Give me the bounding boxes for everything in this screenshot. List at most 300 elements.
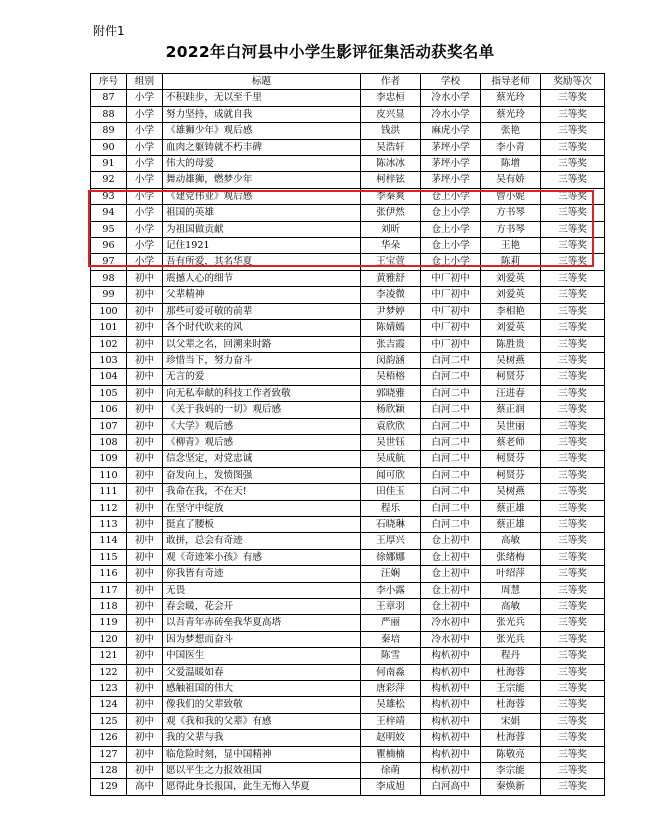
cell-school: 白河二中 xyxy=(421,467,481,483)
cell-school: 构朳初中 xyxy=(421,730,481,746)
cell-author: 严丽 xyxy=(361,615,421,631)
cell-group: 小学 xyxy=(127,254,163,270)
table-row xyxy=(91,221,605,237)
cell-group: 小学 xyxy=(127,172,163,188)
cell-award: 三等奖 xyxy=(541,730,605,746)
table-row xyxy=(91,599,605,615)
cell-index: 121 xyxy=(91,648,127,664)
document-title: 2022年白河县中小学生影评征集活动获奖名单 xyxy=(165,43,495,61)
cell-author: 吴梧榕 xyxy=(361,369,421,385)
header-group: 组别 xyxy=(127,74,163,90)
header-award: 奖励等次 xyxy=(541,74,605,90)
table-row xyxy=(91,681,605,697)
cell-title: 敢拼，总会有奇迹 xyxy=(163,533,361,549)
cell-group: 小学 xyxy=(127,123,163,139)
cell-school: 冷水小学 xyxy=(421,90,481,106)
cell-index: 117 xyxy=(91,582,127,598)
cell-author: 李忠桓 xyxy=(361,90,421,106)
cell-title: 以父辈之名，回溯来时路 xyxy=(163,336,361,352)
cell-group: 初中 xyxy=(127,418,163,434)
cell-school: 仓上小学 xyxy=(421,254,481,270)
cell-title: 记住1921 xyxy=(163,238,361,254)
cell-teacher: 叶绍萍 xyxy=(481,566,541,582)
cell-title: 奋发向上，发愤图强 xyxy=(163,467,361,483)
cell-author: 袁欣欣 xyxy=(361,418,421,434)
cell-school: 仓上初中 xyxy=(421,533,481,549)
cell-award: 三等奖 xyxy=(541,205,605,221)
cell-school: 茅坪小学 xyxy=(421,156,481,172)
cell-teacher: 王艳 xyxy=(481,238,541,254)
cell-author: 石晓琳 xyxy=(361,516,421,532)
cell-group: 初中 xyxy=(127,648,163,664)
cell-title: 在坚守中绽放 xyxy=(163,500,361,516)
cell-index: 120 xyxy=(91,631,127,647)
cell-group: 小学 xyxy=(127,188,163,204)
cell-title: 伟大的母爱 xyxy=(163,156,361,172)
cell-index: 119 xyxy=(91,615,127,631)
cell-teacher: 蔡正雄 xyxy=(481,500,541,516)
cell-group: 初中 xyxy=(127,763,163,779)
cell-award: 三等奖 xyxy=(541,254,605,270)
cell-school: 茅坪小学 xyxy=(421,172,481,188)
cell-author: 赵明姣 xyxy=(361,730,421,746)
cell-index: 94 xyxy=(91,205,127,221)
cell-author: 徐萌 xyxy=(361,763,421,779)
cell-index: 88 xyxy=(91,106,127,122)
cell-group: 初中 xyxy=(127,713,163,729)
cell-author: 刘昕 xyxy=(361,221,421,237)
cell-index: 106 xyxy=(91,402,127,418)
cell-author: 陈冰冰 xyxy=(361,156,421,172)
cell-index: 108 xyxy=(91,434,127,450)
cell-school: 构朳初中 xyxy=(421,713,481,729)
cell-award: 三等奖 xyxy=(541,664,605,680)
table-row xyxy=(91,205,605,221)
cell-school: 白河二中 xyxy=(421,385,481,401)
cell-award: 三等奖 xyxy=(541,106,605,122)
cell-award: 三等奖 xyxy=(541,549,605,565)
cell-teacher: 陈胜贵 xyxy=(481,336,541,352)
cell-group: 初中 xyxy=(127,369,163,385)
table-row xyxy=(91,763,605,779)
cell-school: 茅坪小学 xyxy=(421,139,481,155)
cell-teacher: 杜海蓉 xyxy=(481,664,541,680)
cell-award: 三等奖 xyxy=(541,566,605,582)
cell-index: 112 xyxy=(91,500,127,516)
cell-index: 118 xyxy=(91,599,127,615)
cell-group: 初中 xyxy=(127,270,163,286)
cell-author: 唐彩萍 xyxy=(361,681,421,697)
cell-author: 李成旭 xyxy=(361,779,421,795)
cell-index: 100 xyxy=(91,303,127,319)
cell-teacher: 吴树燕 xyxy=(481,484,541,500)
cell-index: 105 xyxy=(91,385,127,401)
cell-author: 秦培 xyxy=(361,631,421,647)
cell-school: 冷水初中 xyxy=(421,631,481,647)
cell-award: 三等奖 xyxy=(541,320,605,336)
cell-school: 构朳初中 xyxy=(421,664,481,680)
cell-award: 三等奖 xyxy=(541,484,605,500)
cell-school: 构朳初中 xyxy=(421,697,481,713)
table-row xyxy=(91,615,605,631)
cell-award: 三等奖 xyxy=(541,90,605,106)
cell-school: 白河二中 xyxy=(421,484,481,500)
table-row xyxy=(91,188,605,204)
cell-group: 小学 xyxy=(127,221,163,237)
cell-author: 黄雅舒 xyxy=(361,270,421,286)
table-row xyxy=(91,303,605,319)
cell-group: 初中 xyxy=(127,467,163,483)
cell-author: 郭晓雅 xyxy=(361,385,421,401)
awards-table xyxy=(90,73,605,796)
table-row xyxy=(91,123,605,139)
cell-teacher: 李相艳 xyxy=(481,303,541,319)
cell-school: 白河二中 xyxy=(421,418,481,434)
cell-teacher: 张艳 xyxy=(481,123,541,139)
cell-teacher: 刘爱英 xyxy=(481,270,541,286)
cell-school: 白河二中 xyxy=(421,434,481,450)
cell-index: 87 xyxy=(91,90,127,106)
cell-index: 116 xyxy=(91,566,127,582)
cell-title: 《关于我妈的一切》观后感 xyxy=(163,402,361,418)
cell-school: 中厂初中 xyxy=(421,336,481,352)
cell-teacher: 柯贤芬 xyxy=(481,467,541,483)
cell-index: 113 xyxy=(91,516,127,532)
cell-school: 构朳初中 xyxy=(421,746,481,762)
cell-author: 吴世钰 xyxy=(361,434,421,450)
cell-author: 杨欣颖 xyxy=(361,402,421,418)
cell-author: 钱洪 xyxy=(361,123,421,139)
table-row xyxy=(91,287,605,303)
cell-group: 初中 xyxy=(127,549,163,565)
cell-school: 白河二中 xyxy=(421,369,481,385)
cell-award: 三等奖 xyxy=(541,631,605,647)
table-row xyxy=(91,746,605,762)
cell-teacher: 蔡光玲 xyxy=(481,106,541,122)
cell-title: 《大学》观后感 xyxy=(163,418,361,434)
cell-school: 仓上小学 xyxy=(421,238,481,254)
cell-school: 构朳初中 xyxy=(421,648,481,664)
cell-teacher: 方书琴 xyxy=(481,205,541,221)
cell-teacher: 宋娟 xyxy=(481,713,541,729)
cell-teacher: 程丹 xyxy=(481,648,541,664)
cell-index: 109 xyxy=(91,451,127,467)
cell-school: 中厂初中 xyxy=(421,320,481,336)
cell-title: 无言的爱 xyxy=(163,369,361,385)
cell-group: 小学 xyxy=(127,139,163,155)
table-row xyxy=(91,664,605,680)
cell-teacher: 秦焕新 xyxy=(481,779,541,795)
cell-title: 为祖国做贡献 xyxy=(163,221,361,237)
cell-group: 初中 xyxy=(127,615,163,631)
table-row xyxy=(91,697,605,713)
cell-author: 张伊然 xyxy=(361,205,421,221)
cell-teacher: 吴世丽 xyxy=(481,418,541,434)
cell-school: 构朳初中 xyxy=(421,681,481,697)
cell-index: 101 xyxy=(91,320,127,336)
cell-award: 三等奖 xyxy=(541,238,605,254)
cell-title: 挺直了腰板 xyxy=(163,516,361,532)
cell-group: 初中 xyxy=(127,303,163,319)
cell-award: 三等奖 xyxy=(541,533,605,549)
table-row xyxy=(91,172,605,188)
cell-author: 柯梓铉 xyxy=(361,172,421,188)
cell-group: 初中 xyxy=(127,352,163,368)
cell-teacher: 杜海蓉 xyxy=(481,697,541,713)
cell-index: 107 xyxy=(91,418,127,434)
cell-group: 小学 xyxy=(127,106,163,122)
cell-title: 舞动雄狮，燃梦少年 xyxy=(163,172,361,188)
cell-school: 白河高中 xyxy=(421,779,481,795)
header-teacher: 指导老师 xyxy=(481,74,541,90)
cell-author: 张吉霞 xyxy=(361,336,421,352)
cell-teacher: 刘爱英 xyxy=(481,320,541,336)
header-index: 序号 xyxy=(91,74,127,90)
table-row xyxy=(91,713,605,729)
cell-group: 初中 xyxy=(127,402,163,418)
cell-teacher: 刘爱英 xyxy=(481,287,541,303)
cell-group: 初中 xyxy=(127,746,163,762)
table-row xyxy=(91,516,605,532)
cell-award: 三等奖 xyxy=(541,188,605,204)
cell-teacher: 汪进春 xyxy=(481,385,541,401)
cell-title: 无畏 xyxy=(163,582,361,598)
table-row xyxy=(91,582,605,598)
cell-group: 小学 xyxy=(127,205,163,221)
cell-school: 冷水初中 xyxy=(421,615,481,631)
cell-award: 三等奖 xyxy=(541,451,605,467)
cell-award: 三等奖 xyxy=(541,270,605,286)
cell-teacher: 高敏 xyxy=(481,533,541,549)
table-row xyxy=(91,270,605,286)
cell-title: 努力坚持，成就自我 xyxy=(163,106,361,122)
cell-title: 观《奇迹笨小孩》有感 xyxy=(163,549,361,565)
cell-school: 白河二中 xyxy=(421,516,481,532)
cell-index: 128 xyxy=(91,763,127,779)
cell-author: 华朵 xyxy=(361,238,421,254)
cell-title: 春会暖，花会开 xyxy=(163,599,361,615)
cell-author: 汪娴 xyxy=(361,566,421,582)
table-row xyxy=(91,385,605,401)
cell-group: 初中 xyxy=(127,664,163,680)
table-row xyxy=(91,566,605,582)
cell-title: 各个时代吹来的风 xyxy=(163,320,361,336)
cell-author: 瞿楠楠 xyxy=(361,746,421,762)
cell-author: 皮兴显 xyxy=(361,106,421,122)
cell-school: 白河二中 xyxy=(421,451,481,467)
cell-title: 信念坚定，对党忠诚 xyxy=(163,451,361,467)
cell-group: 初中 xyxy=(127,631,163,647)
cell-group: 初中 xyxy=(127,320,163,336)
cell-author: 李秦爽 xyxy=(361,188,421,204)
cell-index: 96 xyxy=(91,238,127,254)
table-row xyxy=(91,730,605,746)
cell-title: 祖国的英雄 xyxy=(163,205,361,221)
table-row xyxy=(91,336,605,352)
cell-group: 小学 xyxy=(127,156,163,172)
cell-group: 初中 xyxy=(127,336,163,352)
cell-title: 不积跬步，无以至千里 xyxy=(163,90,361,106)
cell-title: 像我们的父辈致敬 xyxy=(163,697,361,713)
cell-award: 三等奖 xyxy=(541,648,605,664)
cell-teacher: 蔡光玲 xyxy=(481,90,541,106)
cell-index: 102 xyxy=(91,336,127,352)
cell-award: 三等奖 xyxy=(541,418,605,434)
cell-title: 那些可爱可敬的前辈 xyxy=(163,303,361,319)
cell-author: 尹梦婷 xyxy=(361,303,421,319)
cell-award: 三等奖 xyxy=(541,582,605,598)
cell-title: 珍惜当下，努力奋斗 xyxy=(163,352,361,368)
cell-award: 三等奖 xyxy=(541,123,605,139)
cell-index: 89 xyxy=(91,123,127,139)
cell-group: 初中 xyxy=(127,516,163,532)
cell-author: 吴成航 xyxy=(361,451,421,467)
cell-index: 95 xyxy=(91,221,127,237)
cell-index: 123 xyxy=(91,681,127,697)
cell-index: 125 xyxy=(91,713,127,729)
table-row xyxy=(91,254,605,270)
cell-author: 陈婧嫣 xyxy=(361,320,421,336)
cell-author: 闻可欣 xyxy=(361,467,421,483)
cell-teacher: 蔡正润 xyxy=(481,402,541,418)
cell-title: 震撼人心的细节 xyxy=(163,270,361,286)
cell-teacher: 周慧 xyxy=(481,582,541,598)
cell-title: 以吾青年赤砖垒我华夏高塔 xyxy=(163,615,361,631)
table-header-row xyxy=(91,74,605,90)
table-row xyxy=(91,139,605,155)
cell-author: 王梓靖 xyxy=(361,713,421,729)
cell-group: 初中 xyxy=(127,566,163,582)
cell-teacher: 张绪梅 xyxy=(481,549,541,565)
cell-index: 114 xyxy=(91,533,127,549)
table-row xyxy=(91,631,605,647)
cell-index: 115 xyxy=(91,549,127,565)
cell-title: 愿得此身长报国，此生无悔入华夏 xyxy=(163,779,361,795)
cell-index: 126 xyxy=(91,730,127,746)
table-row xyxy=(91,451,605,467)
cell-author: 王章羽 xyxy=(361,599,421,615)
table-row xyxy=(91,779,605,795)
cell-award: 三等奖 xyxy=(541,352,605,368)
cell-author: 田佳玉 xyxy=(361,484,421,500)
cell-teacher: 蔡老师 xyxy=(481,434,541,450)
cell-award: 三等奖 xyxy=(541,516,605,532)
cell-school: 仓上初中 xyxy=(421,549,481,565)
table-row xyxy=(91,402,605,418)
cell-title: 感触祖国的伟大 xyxy=(163,681,361,697)
cell-group: 初中 xyxy=(127,730,163,746)
cell-school: 构朳初中 xyxy=(421,763,481,779)
cell-index: 110 xyxy=(91,467,127,483)
cell-award: 三等奖 xyxy=(541,139,605,155)
cell-group: 高中 xyxy=(127,779,163,795)
cell-author: 李小露 xyxy=(361,582,421,598)
table-row xyxy=(91,369,605,385)
cell-index: 129 xyxy=(91,779,127,795)
cell-award: 三等奖 xyxy=(541,172,605,188)
cell-award: 三等奖 xyxy=(541,303,605,319)
cell-index: 99 xyxy=(91,287,127,303)
cell-school: 中厂初中 xyxy=(421,287,481,303)
cell-group: 初中 xyxy=(127,287,163,303)
cell-award: 三等奖 xyxy=(541,615,605,631)
cell-teacher: 陈莉 xyxy=(481,254,541,270)
table-row xyxy=(91,434,605,450)
cell-school: 仓上小学 xyxy=(421,205,481,221)
cell-author: 吴浩轩 xyxy=(361,139,421,155)
table-row xyxy=(91,156,605,172)
cell-teacher: 张光兵 xyxy=(481,615,541,631)
cell-group: 小学 xyxy=(127,238,163,254)
cell-award: 三等奖 xyxy=(541,221,605,237)
cell-title: 《柳青》观后感 xyxy=(163,434,361,450)
cell-author: 李凌微 xyxy=(361,287,421,303)
cell-title: 吾有所爱，其名华夏 xyxy=(163,254,361,270)
cell-title: 中国医生 xyxy=(163,648,361,664)
cell-index: 93 xyxy=(91,188,127,204)
cell-title: 我命在我，不在天! xyxy=(163,484,361,500)
cell-award: 三等奖 xyxy=(541,434,605,450)
header-school: 学校 xyxy=(421,74,481,90)
table-row xyxy=(91,90,605,106)
cell-teacher: 张光兵 xyxy=(481,631,541,647)
table-row xyxy=(91,106,605,122)
cell-group: 初中 xyxy=(127,500,163,516)
table-row xyxy=(91,467,605,483)
cell-author: 吴雄松 xyxy=(361,697,421,713)
cell-award: 三等奖 xyxy=(541,467,605,483)
cell-author: 王宝萱 xyxy=(361,254,421,270)
cell-teacher: 柯贤芬 xyxy=(481,451,541,467)
cell-title: 我的父辈与我 xyxy=(163,730,361,746)
table-row xyxy=(91,549,605,565)
cell-title: 临危险时刻，显中国精神 xyxy=(163,746,361,762)
cell-title: 你我皆有奇迹 xyxy=(163,566,361,582)
cell-teacher: 李宗能 xyxy=(481,763,541,779)
cell-group: 初中 xyxy=(127,484,163,500)
cell-index: 124 xyxy=(91,697,127,713)
cell-teacher: 高敏 xyxy=(481,599,541,615)
cell-title: 观《我和我的父辈》有感 xyxy=(163,713,361,729)
cell-teacher: 陈增 xyxy=(481,156,541,172)
cell-author: 程乐 xyxy=(361,500,421,516)
cell-index: 127 xyxy=(91,746,127,762)
cell-school: 仓上小学 xyxy=(421,221,481,237)
cell-award: 三等奖 xyxy=(541,287,605,303)
cell-title: 父爱温暖如春 xyxy=(163,664,361,680)
cell-group: 初中 xyxy=(127,599,163,615)
cell-award: 三等奖 xyxy=(541,746,605,762)
cell-group: 初中 xyxy=(127,385,163,401)
cell-school: 仓上初中 xyxy=(421,566,481,582)
cell-index: 111 xyxy=(91,484,127,500)
table-row xyxy=(91,320,605,336)
cell-author: 王厚兴 xyxy=(361,533,421,549)
table-row xyxy=(91,500,605,516)
cell-school: 仓上小学 xyxy=(421,188,481,204)
cell-teacher: 吴树燕 xyxy=(481,352,541,368)
cell-index: 98 xyxy=(91,270,127,286)
cell-award: 三等奖 xyxy=(541,156,605,172)
cell-school: 仓上初中 xyxy=(421,599,481,615)
cell-award: 三等奖 xyxy=(541,779,605,795)
cell-teacher: 柯贤芬 xyxy=(481,369,541,385)
cell-award: 三等奖 xyxy=(541,681,605,697)
cell-teacher: 杜海蓉 xyxy=(481,730,541,746)
cell-school: 白河二中 xyxy=(421,402,481,418)
cell-author: 徐娜娜 xyxy=(361,549,421,565)
cell-author: 闵韵涵 xyxy=(361,352,421,368)
